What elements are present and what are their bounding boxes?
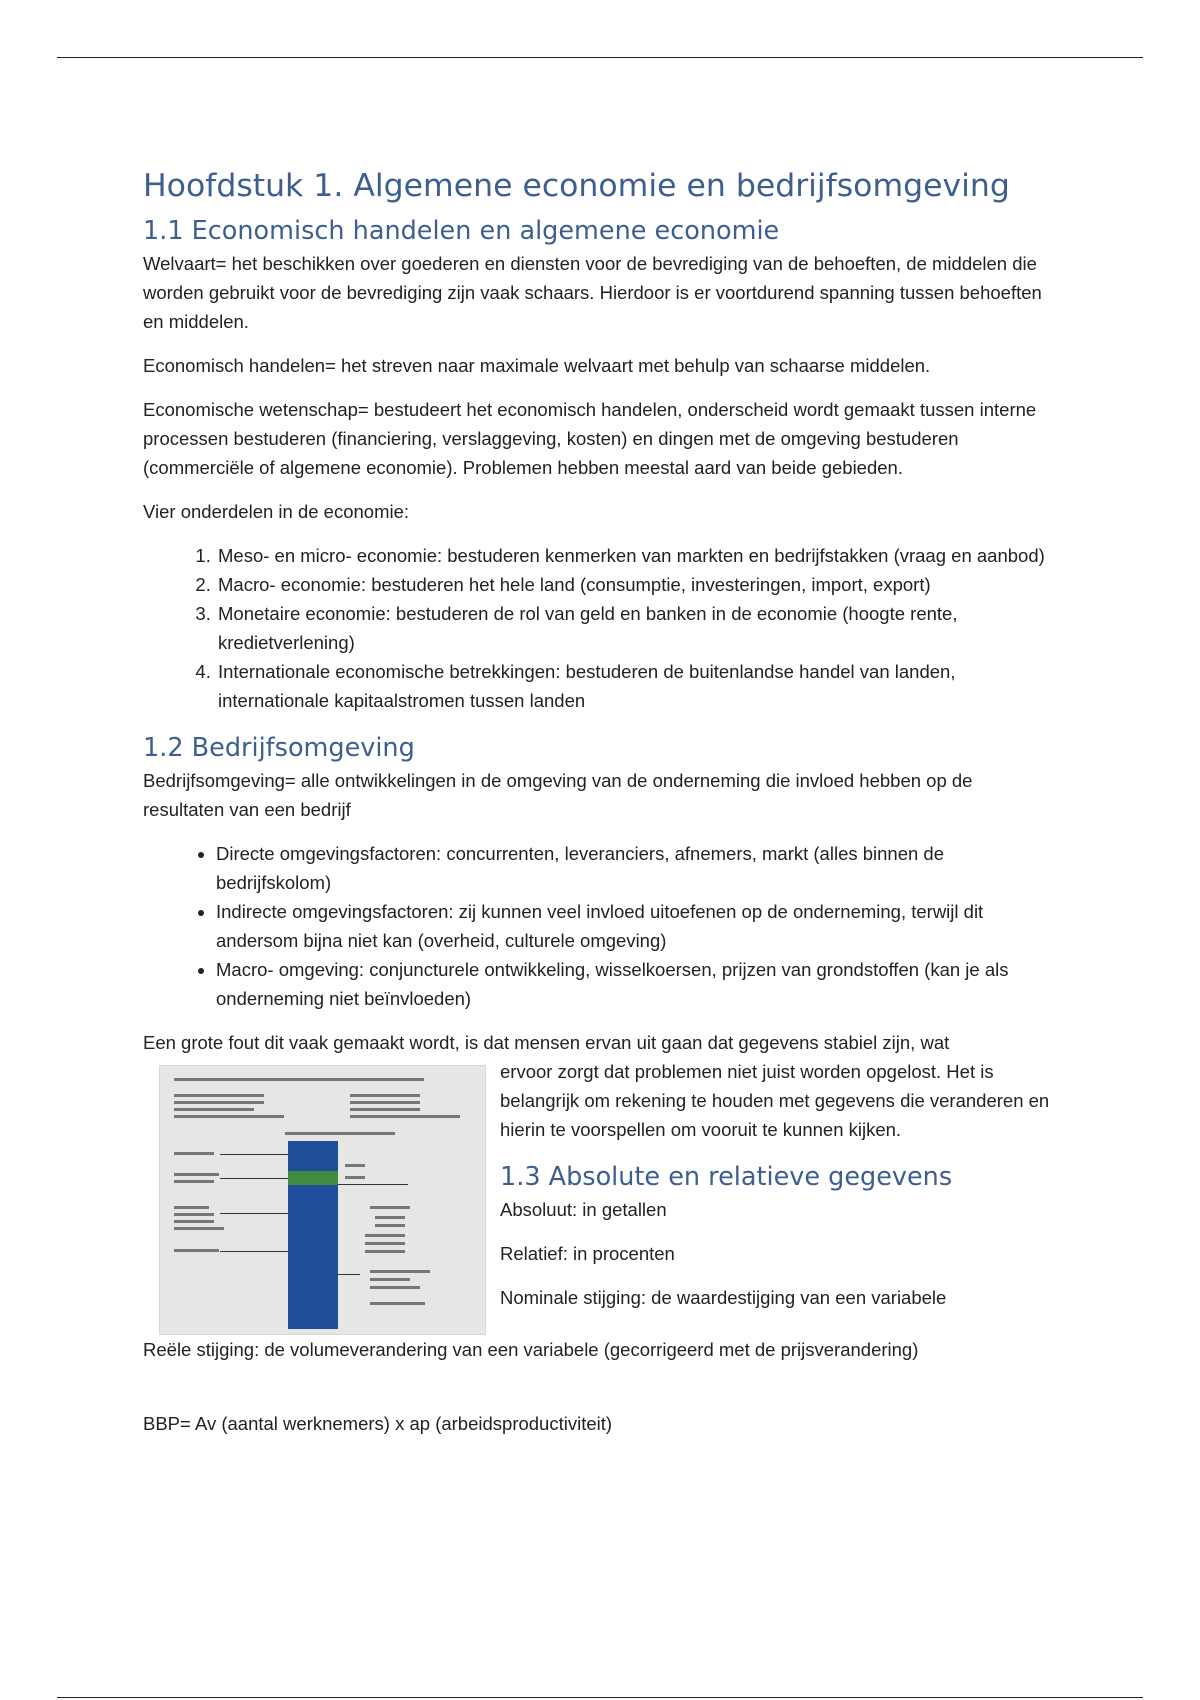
- header-rule: [57, 57, 1143, 58]
- list-item: • Directe omgevingsfactoren: concurrenten, leveranciers, afnemers, markt (alles binnen de bedrijfskolom): [216, 839, 1058, 897]
- paragraph-vier-onderdelen: Vier onderdelen in de economie:: [143, 501, 410, 523]
- bullet-list-omgevingsfactoren: [143, 839, 1058, 1013]
- section-heading-1-2: 1.2 Bedrijfsomgeving: [143, 733, 415, 764]
- section-heading-1-1: 1.1 Economisch handelen en algemene economie: [143, 216, 780, 247]
- diagram-bar: [288, 1141, 338, 1329]
- diagram-image: [159, 1065, 486, 1335]
- paragraph-grote-fout: ervoor zorgt dat problemen niet juist worden opgelost. Het is belangrijk om rekening te houden met gegevens die veranderen en hierin te voorspellen om vooruit te kunnen kijken.: [500, 1061, 1050, 1141]
- paragraph-grote-fout-intro: Een grote fout dit vaak gemaakt wordt, is dat mensen ervan uit gaan dat gegevens stabiel zijn, wat: [143, 1032, 950, 1054]
- list-item: 1. Meso- en micro- economie: bestuderen kenmerken van markten en bedrijfstakken (vraag en aanbod): [216, 541, 1058, 570]
- paragraph-bbp: BBP= Av (aantal werknemers) x ap (arbeidsproductiviteit): [143, 1413, 613, 1435]
- paragraph-economische-wetenschap: Economische wetenschap= bestudeert het economisch handelen, onderscheid wordt gemaakt tussen interne processen bestuderen (financiering, verslaggeving, kosten) en dingen met de omgeving bestuderen (commerciële of algemene economie). Problemen hebben meestal aard van beide gebieden.: [143, 399, 1037, 479]
- paragraph-welvaart: Welvaart= het beschikken over goederen en diensten voor de bevrediging van de behoeften, de middelen die worden gebruikt voor de bevrediging zijn vaak schaars. Hierdoor is er voortdurend spanning tussen behoeften en middelen.: [143, 253, 1042, 333]
- footer-rule: [57, 1697, 1143, 1698]
- paragraph-relatief: Relatief: in procenten: [500, 1243, 675, 1265]
- list-item: 4. Internationale economische betrekkingen: bestuderen de buitenlandse handel van landen, internationale kapitaalstromen tussen landen: [216, 657, 1058, 715]
- numbered-list-economie: [143, 541, 1058, 715]
- diagram-bar-highlight: [288, 1171, 338, 1185]
- paragraph-reele-stijging: Reële stijging: de volumeverandering van een variabele (gecorrigeerd met de prijsverandering): [143, 1339, 919, 1361]
- list-item: 3. Monetaire economie: bestuderen de rol van geld en banken in de economie (hoogte rente, kredietverlening): [216, 599, 1058, 657]
- list-item: • Indirecte omgevingsfactoren: zij kunnen veel invloed uitoefenen op de onderneming, terwijl dit andersom bijna niet kan (overheid, culturele omgeving): [216, 897, 1058, 955]
- chapter-title: Hoofdstuk 1. Algemene economie en bedrijfsomgeving: [143, 168, 1010, 204]
- paragraph-nominale-stijging: Nominale stijging: de waardestijging van een variabele: [500, 1287, 947, 1309]
- section-heading-1-3: 1.3 Absolute en relatieve gegevens: [500, 1162, 953, 1193]
- document-body: [143, 160, 1058, 1453]
- list-item: 2. Macro- economie: bestuderen het hele land (consumptie, investeringen, import, export): [216, 570, 1058, 599]
- list-item: • Macro- omgeving: conjuncturele ontwikkeling, wisselkoersen, prijzen van grondstoffen (kan je als onderneming niet beïnvloeden): [216, 955, 1058, 1013]
- paragraph-economisch-handelen: Economisch handelen= het streven naar maximale welvaart met behulp van schaarse middelen.: [143, 355, 931, 377]
- paragraph-bedrijfsomgeving: Bedrijfsomgeving= alle ontwikkelingen in de omgeving van de onderneming die invloed hebben op de resultaten van een bedrijf: [143, 770, 973, 821]
- paragraph-absoluut: Absoluut: in getallen: [500, 1199, 667, 1221]
